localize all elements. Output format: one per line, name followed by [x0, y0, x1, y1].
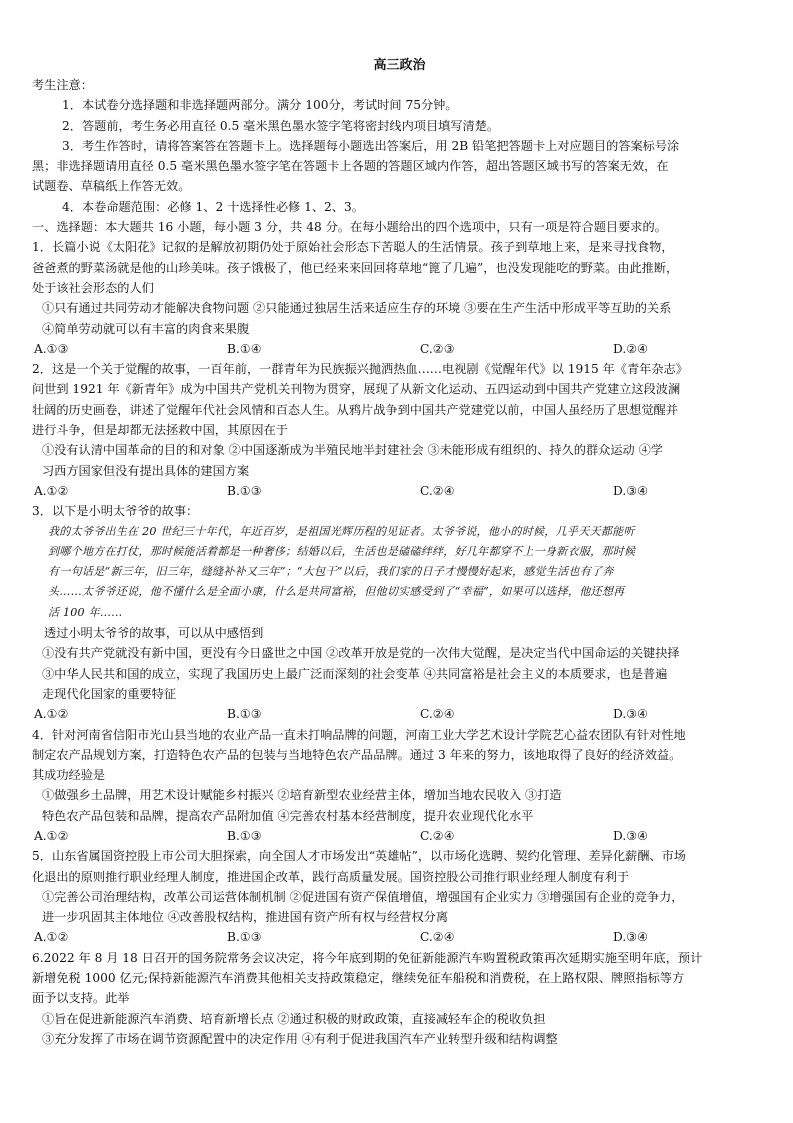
q4-stem: 4．针对河南省信阳市光山县当地的农业产品一直未打响品牌的问题，河南工业大学艺术设计学院艺心益农团队有针对性地	[32, 727, 686, 742]
notice-line: 试题卷、草稿纸上作答无效。	[32, 179, 191, 194]
q2-option-a[interactable]: A.①②	[34, 483, 69, 498]
q3-option-a[interactable]: A.①②	[34, 707, 69, 722]
page-title: 高三政治	[373, 58, 426, 73]
q6-stem: 新增免税 1000 亿元;保持新能源汽车消费其他相关支持政策稳定，继续免征车船税和消费税，在上路权限、牌照指标等方	[32, 971, 685, 986]
q4-stem: 其成功经验是	[32, 768, 106, 783]
notice-header: 考生注意：	[32, 78, 93, 92]
notice-line: 1．本试卷分选择题和非选择题两部分。满分 100分，考试时间 75分钟。	[62, 98, 458, 113]
q2-option-b[interactable]: B.①③	[227, 483, 262, 498]
story-line: 有一句话是“新三年，旧三年，缝缝补补又三年”；“大包干”以后，我们家的日子才慢慢好起来，感觉生活也有了奔	[48, 565, 614, 579]
q2-stem: 进行斗争，但是却都无法拯救中国，其原因在于	[32, 423, 288, 438]
q2-item: ①没有认清中国革命的目的和对象 ②中国逐渐成为半殖民地半封建社会 ③未能形成有组织的、持久的群众运动 ④学	[42, 443, 663, 458]
q3-story	[32, 522, 767, 623]
q1-options	[32, 339, 767, 359]
q2-stem: 壮阔的历史画卷，讲述了觉醒年代社会风情和百态人生。从鸦片战争到中国共产党建党以前，中国人虽经历了思想觉醒并	[32, 402, 678, 417]
notice-line: 2．答题前，考生务必用直径 0.5 毫米黑色墨水签字笔将密封线内项目填写清楚。	[62, 118, 500, 133]
q6-item: ③充分发挥了市场在调节资源配置中的决定作用 ④有利于促进我国汽车产业转型升级和结构调整	[42, 1031, 558, 1046]
q2-option-c[interactable]: C.②④	[420, 483, 455, 498]
story-line: 到哪个地方在打仗，那时候能活着都是一种奢侈；结婚以后，生活也是磕磕绊绊，好几年都穿不上一身新衣服，那时候	[48, 544, 636, 558]
q1-option-d[interactable]: D.②④	[613, 341, 649, 356]
q6-item: ①旨在促进新能源汽车消费、培育新增长点 ②通过积极的财政政策，直接减轻车企的税收负担	[42, 1011, 546, 1026]
q2-option-d[interactable]: D.③④	[613, 483, 649, 498]
q3-item: 走现代化国家的重要特征	[42, 686, 177, 701]
q3-option-c[interactable]: C.②④	[420, 707, 455, 722]
story-line: 活 100 年……	[48, 605, 123, 619]
q3-option-d[interactable]: D.③④	[613, 707, 649, 722]
q4-option-c[interactable]: C.②④	[420, 828, 455, 843]
q5-stem: 5．山东省属国资控股上市公司大胆探索，向全国人才市场发出“英雄帖”，以市场化选聘、契约化管理、差异化薪酬、市场	[32, 849, 686, 864]
q1-option-b[interactable]: B.①④	[227, 341, 262, 356]
q3-item: ③中华人民共和国的成立，实现了我国历史上最广泛而深刻的社会变革 ④共同富裕是社会主义的本质要求，也是普遍	[42, 666, 668, 681]
notice-line: 黑；非选择题请用直径 0.5 毫米黑色墨水签字笔在答题卡上各题的答题区域内作答，超出答题区域书写的答案无效，在	[32, 159, 669, 174]
q5-option-a[interactable]: A.①②	[34, 930, 69, 945]
q5-option-d[interactable]: D.③④	[613, 930, 649, 945]
story-line: 头……太爷爷还说，他不懂什么是全面小康，什么是共同富裕，但他切实感受到了“幸福”，如果可以选择，他还想再	[48, 585, 625, 599]
q3-stem: 3．以下是小明太爷爷的故事：	[32, 504, 199, 519]
section-heading: 一、选择题：本大题共 16 小题，每小题 3 分，共 48 分。在每小题给出的四个选项中，只有一项是符合题目要求的。	[32, 220, 667, 235]
q5-option-b[interactable]: B.①③	[227, 930, 262, 945]
q3-lead: 透过小明太爷爷的故事，可以从中感悟到	[44, 626, 264, 641]
q4-stem: 制定农产品规划方案，打造特色农产品的包装与当地特色农产品品牌。通过 3 年来的努力，该地取得了良好的经济效益。	[32, 747, 682, 762]
q2-stem: 问世到 1921 年《新青年》成为中国共产党机关刊物为贯穿，展现了从新文化运动、五四运动到中国共产党建立这段波澜	[32, 382, 681, 397]
q6-stem: 面予以支持。此举	[32, 991, 130, 1006]
q6-stem: 6.2022 年 8 月 18 日召开的国务院常务会议决定，将今年底到期的免征新能源汽车购置税政策再次延期实施至明年底，预计	[32, 950, 703, 965]
q1-item: ④简单劳动就可以有丰富的肉食来果腹	[42, 321, 250, 336]
q2-item: 习西方国家但没有提出具体的建国方案	[42, 463, 250, 478]
q4-option-d[interactable]: D.③④	[613, 828, 649, 843]
q4-options	[32, 826, 767, 846]
q2-options	[32, 481, 767, 501]
q5-item: ①完善公司治理结构，改革公司运营体制机制 ②促进国有资产保值增值，增强国有企业实力 ③增强国有企业的竞争力，	[42, 889, 684, 904]
q5-options	[32, 927, 767, 947]
q1-option-c[interactable]: C.②③	[420, 341, 455, 356]
q5-option-c[interactable]: C.②④	[420, 930, 455, 945]
story-line: 我的太爷爷出生在 20 世纪三十年代，年近百岁，是祖国光辉历程的见证者。太爷爷说，他小的时候，几乎天天都能听	[48, 524, 635, 538]
q4-item: 特色农产品包装和品牌，提高农产品附加值 ④完善农村基本经营制度，提升农业现代化水平	[42, 808, 534, 823]
q1-option-a[interactable]: A.①③	[34, 341, 69, 356]
q1-stem: 处于该社会形态的人们	[32, 280, 154, 295]
q1-stem: 1．长篇小说《太阳花》记叙的是解放初期仍处于原始社会形态下苦聪人的生活情景。孩子到草地上来，是来寻找食物，	[32, 240, 674, 255]
q4-option-a[interactable]: A.①②	[34, 828, 69, 843]
q5-stem: 化退出的原则推行职业经理人制度，推进国企改革，践行高质量发展。国资控股公司推行职业经理人制度有利于	[32, 869, 630, 884]
q4-item: ①做强乡土品牌，用艺术设计赋能乡村振兴 ②培育新型农业经营主体，增加当地农民收入 ③打造	[42, 788, 562, 803]
q1-stem: 爸爸煮的野菜汤就是他的山珍美味。孩子饿极了，他已经来来回回将草地“篦了几遍”，也没发现能吃的野菜。由此推断，	[32, 260, 679, 275]
q3-option-b[interactable]: B.①③	[227, 707, 262, 722]
q5-item: 进一步巩固其主体地位 ④改善股权结构，推进国有资产所有权与经营权分离	[42, 910, 449, 925]
notice-line: 4．本卷命题范围：必修 1、2 十选择性必修 1、2、3。	[62, 199, 364, 214]
q1-item: ①只有通过共同劳动才能解决食物问题 ②只能通过独居生活来适应生存的环境 ③要在生产生活中形成平等互助的关系	[42, 301, 672, 316]
q2-stem: 2．这是一个关于觉醒的故事，一百年前，一群青年为民族振兴抛洒热血……电视剧《觉醒年代》以 1915 年《青年杂志》	[32, 362, 688, 377]
q3-item: ①没有共产党就没有新中国，更没有今日盛世之中国 ②改革开放是党的一次伟大觉醒，是决定当代中国命运的关键抉择	[42, 646, 680, 661]
q4-option-b[interactable]: B.①③	[227, 828, 262, 843]
notice-line: 3．考生作答时，请将答案答在答题卡上。选择题每小题选出答案后，用 2B 铅笔把答题卡上对应题目的答案标号涂	[62, 138, 680, 153]
q3-options	[32, 704, 767, 724]
